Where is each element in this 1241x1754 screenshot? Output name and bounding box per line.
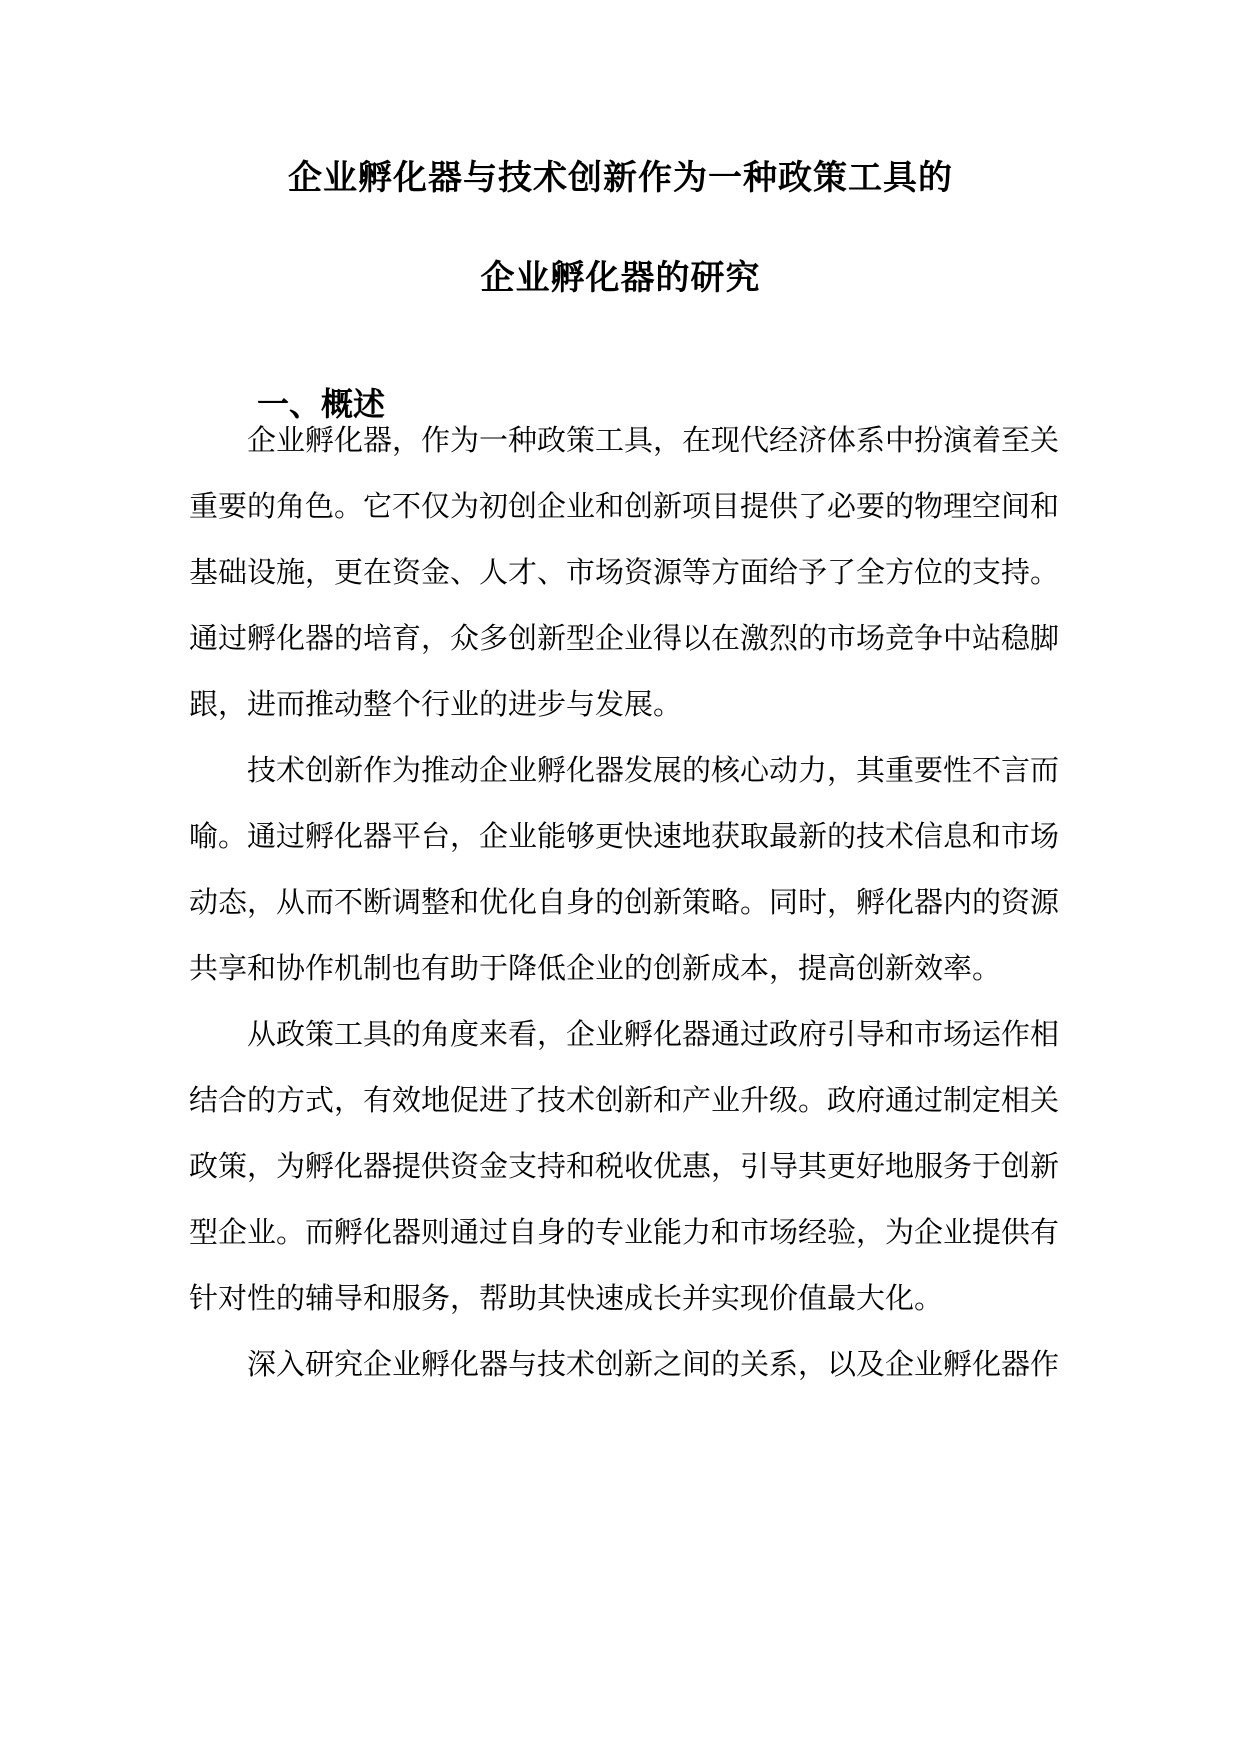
paragraph-line: 从政策工具的角度来看，企业孵化器通过政府引导和市场运作相 <box>247 1017 1060 1051</box>
document-title-line-2: 企业孵化器的研究 <box>480 258 761 298</box>
paragraph-line: 基础设施，更在资金、人才、市场资源等方面给予了全方位的支持。 <box>189 555 1060 589</box>
paragraph-line: 共享和协作机制也有助于降低企业的创新成本，提高创新效率。 <box>189 951 1002 985</box>
paragraph-line: 通过孵化器的培育，众多创新型企业得以在激烈的市场竞争中站稳脚 <box>189 621 1060 655</box>
paragraph-line: 政策，为孵化器提供资金支持和税收优惠，引导其更好地服务于创新 <box>189 1149 1060 1183</box>
document-title-line-1: 企业孵化器与技术创新作为一种政策工具的 <box>288 158 953 198</box>
paragraph-line: 结合的方式，有效地促进了技术创新和产业升级。政府通过制定相关 <box>189 1083 1060 1117</box>
paragraph-line: 喻。通过孵化器平台，企业能够更快速地获取最新的技术信息和市场 <box>189 819 1060 853</box>
paragraph-line: 跟，进而推动整个行业的进步与发展。 <box>189 687 683 721</box>
paragraph-line: 动态，从而不断调整和优化自身的创新策略。同时，孵化器内的资源 <box>189 885 1060 919</box>
section-heading: 一、概述 <box>257 385 386 423</box>
paragraph-line: 企业孵化器，作为一种政策工具，在现代经济体系中扮演着至关 <box>247 423 1060 457</box>
paragraph-line: 型企业。而孵化器则通过自身的专业能力和市场经验，为企业提供有 <box>189 1215 1060 1249</box>
paragraph-line: 技术创新作为推动企业孵化器发展的核心动力，其重要性不言而 <box>247 753 1060 787</box>
paragraph-line: 深入研究企业孵化器与技术创新之间的关系，以及企业孵化器作 <box>247 1347 1060 1381</box>
paragraph-line: 重要的角色。它不仅为初创企业和创新项目提供了必要的物理空间和 <box>189 489 1060 523</box>
paragraph-line: 针对性的辅导和服务，帮助其快速成长并实现价值最大化。 <box>189 1281 944 1315</box>
